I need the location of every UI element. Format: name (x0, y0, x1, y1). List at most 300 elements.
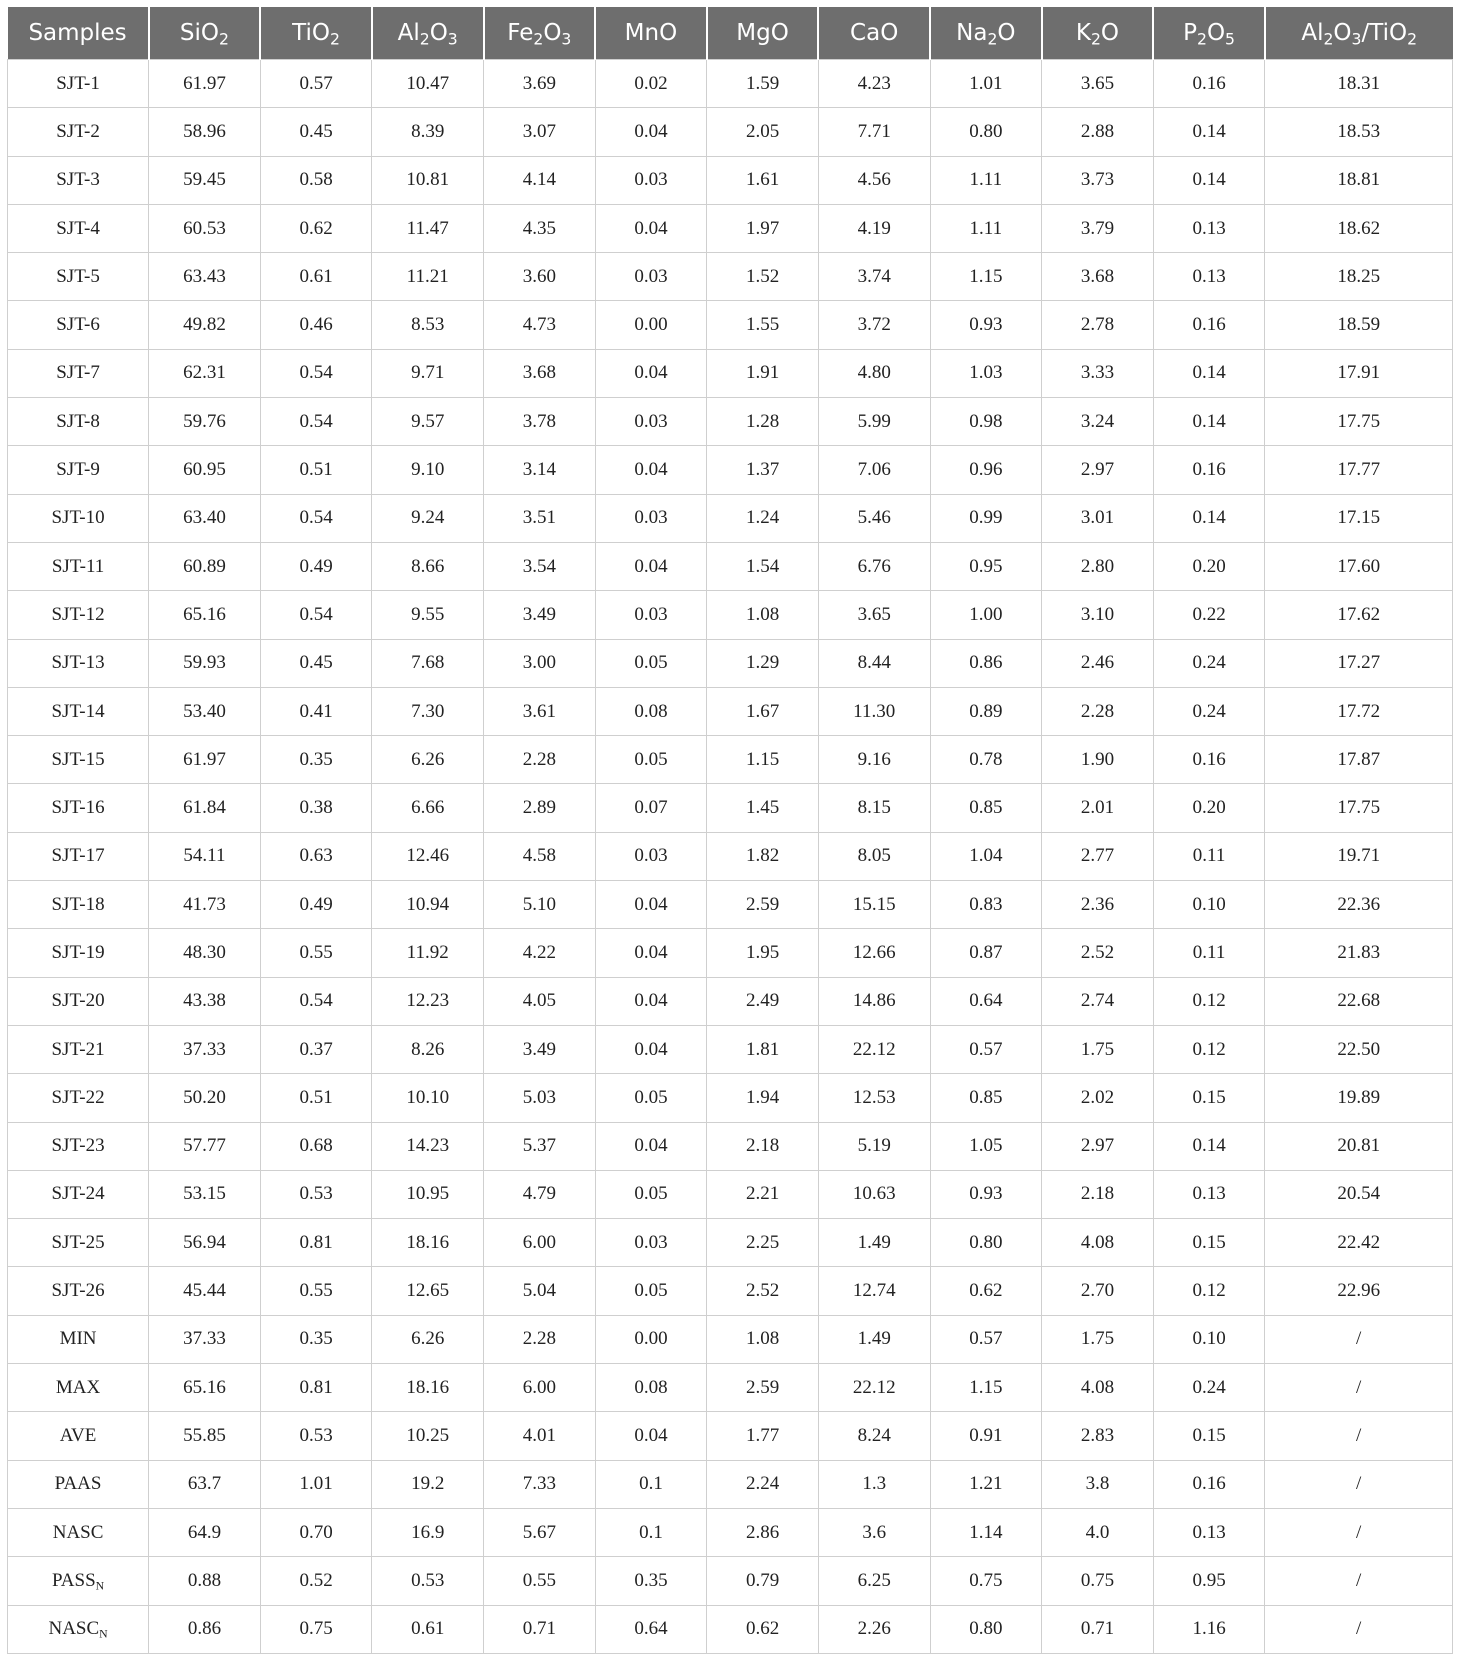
value-cell: 3.79 (1042, 204, 1154, 252)
value-cell: 17.75 (1265, 398, 1453, 446)
value-cell: 0.12 (1153, 977, 1265, 1025)
value-cell: 1.11 (930, 156, 1042, 204)
value-cell: 0.24 (1153, 639, 1265, 687)
value-cell: 15.15 (818, 881, 930, 929)
value-cell: 4.80 (818, 349, 930, 397)
value-cell: 2.18 (707, 1122, 819, 1170)
value-cell: 0.20 (1153, 542, 1265, 590)
value-cell: 0.14 (1153, 494, 1265, 542)
value-cell: 60.95 (149, 446, 261, 494)
value-cell: 0.13 (1153, 1170, 1265, 1218)
value-cell: 0.96 (930, 446, 1042, 494)
value-cell: 20.54 (1265, 1170, 1453, 1218)
value-cell: 19.71 (1265, 832, 1453, 880)
value-cell: 16.9 (372, 1508, 484, 1556)
value-cell: 1.04 (930, 832, 1042, 880)
table-row (8, 736, 1453, 784)
value-cell: 10.63 (818, 1170, 930, 1218)
value-cell: 0.03 (595, 398, 707, 446)
value-cell: 0.57 (930, 1315, 1042, 1363)
value-cell: 17.60 (1265, 542, 1453, 590)
value-cell: 1.15 (930, 1364, 1042, 1412)
value-cell: 1.15 (707, 736, 819, 784)
value-cell: 1.52 (707, 253, 819, 301)
value-cell: 0.14 (1153, 349, 1265, 397)
value-cell: 0.71 (484, 1605, 596, 1653)
value-cell: 0.61 (372, 1605, 484, 1653)
value-cell: 11.47 (372, 204, 484, 252)
value-cell: 3.61 (484, 687, 596, 735)
value-cell: 8.53 (372, 301, 484, 349)
value-cell: 0.61 (260, 253, 372, 301)
column-header: MgO (707, 7, 819, 60)
value-cell: 11.92 (372, 929, 484, 977)
value-cell: 11.30 (818, 687, 930, 735)
value-cell: 9.71 (372, 349, 484, 397)
value-cell: 5.03 (484, 1074, 596, 1122)
value-cell: 22.96 (1265, 1267, 1453, 1315)
value-cell: 0.51 (260, 446, 372, 494)
table-row (8, 881, 1453, 929)
value-cell: 10.94 (372, 881, 484, 929)
value-cell: 3.65 (818, 591, 930, 639)
oxide-composition-table (7, 7, 1453, 1654)
value-cell: 1.54 (707, 542, 819, 590)
value-cell: 12.53 (818, 1074, 930, 1122)
value-cell: 20.81 (1265, 1122, 1453, 1170)
value-cell: 59.93 (149, 639, 261, 687)
value-cell: 3.65 (1042, 60, 1154, 108)
sample-cell: PAAS (8, 1460, 149, 1508)
sample-cell: SJT-21 (8, 1025, 149, 1073)
value-cell: 3.14 (484, 446, 596, 494)
value-cell: 0.62 (930, 1267, 1042, 1315)
value-cell: / (1265, 1508, 1453, 1556)
value-cell: 18.53 (1265, 108, 1453, 156)
value-cell: 2.49 (707, 977, 819, 1025)
value-cell: 1.01 (930, 60, 1042, 108)
value-cell: / (1265, 1364, 1453, 1412)
value-cell: 22.42 (1265, 1219, 1453, 1267)
value-cell: 1.37 (707, 446, 819, 494)
value-cell: 4.35 (484, 204, 596, 252)
value-cell: 2.74 (1042, 977, 1154, 1025)
value-cell: 58.96 (149, 108, 261, 156)
value-cell: 8.15 (818, 784, 930, 832)
column-header: CaO (818, 7, 930, 60)
value-cell: 1.91 (707, 349, 819, 397)
value-cell: 2.18 (1042, 1170, 1154, 1218)
value-cell: 2.97 (1042, 446, 1154, 494)
value-cell: 1.95 (707, 929, 819, 977)
value-cell: 59.76 (149, 398, 261, 446)
value-cell: 4.19 (818, 204, 930, 252)
value-cell: 4.56 (818, 156, 930, 204)
value-cell: 2.02 (1042, 1074, 1154, 1122)
value-cell: 37.33 (149, 1315, 261, 1363)
value-cell: 18.16 (372, 1364, 484, 1412)
value-cell: / (1265, 1605, 1453, 1653)
value-cell: 0.12 (1153, 1025, 1265, 1073)
value-cell: 2.70 (1042, 1267, 1154, 1315)
value-cell: 2.25 (707, 1219, 819, 1267)
value-cell: 5.04 (484, 1267, 596, 1315)
value-cell: 12.46 (372, 832, 484, 880)
value-cell: 2.46 (1042, 639, 1154, 687)
value-cell: 3.07 (484, 108, 596, 156)
value-cell: 1.94 (707, 1074, 819, 1122)
value-cell: 2.28 (484, 736, 596, 784)
table-row (8, 494, 1453, 542)
value-cell: 3.10 (1042, 591, 1154, 639)
value-cell: 8.24 (818, 1412, 930, 1460)
value-cell: 0.04 (595, 204, 707, 252)
value-cell: 0.53 (260, 1170, 372, 1218)
value-cell: 5.37 (484, 1122, 596, 1170)
value-cell: 22.50 (1265, 1025, 1453, 1073)
value-cell: 64.9 (149, 1508, 261, 1556)
value-cell: 8.66 (372, 542, 484, 590)
table-row (8, 301, 1453, 349)
value-cell: 1.59 (707, 60, 819, 108)
value-cell: 0.58 (260, 156, 372, 204)
table-row (8, 542, 1453, 590)
value-cell: 62.31 (149, 349, 261, 397)
value-cell: 53.15 (149, 1170, 261, 1218)
value-cell: 17.87 (1265, 736, 1453, 784)
value-cell: 4.08 (1042, 1219, 1154, 1267)
value-cell: 56.94 (149, 1219, 261, 1267)
column-header: $P_2O_5$ (1153, 7, 1265, 60)
sample-cell: SJT-3 (8, 156, 149, 204)
value-cell: 12.74 (818, 1267, 930, 1315)
value-cell: 1.15 (930, 253, 1042, 301)
value-cell: 0.95 (1153, 1557, 1265, 1605)
value-cell: 0.85 (930, 1074, 1042, 1122)
value-cell: 0.78 (930, 736, 1042, 784)
value-cell: 2.89 (484, 784, 596, 832)
value-cell: 0.03 (595, 832, 707, 880)
value-cell: 0.04 (595, 977, 707, 1025)
table-row (8, 832, 1453, 880)
value-cell: 4.22 (484, 929, 596, 977)
value-cell: 0.05 (595, 639, 707, 687)
value-cell: 0.03 (595, 494, 707, 542)
value-cell: 0.05 (595, 1074, 707, 1122)
value-cell: 18.62 (1265, 204, 1453, 252)
value-cell: / (1265, 1460, 1453, 1508)
value-cell: 1.05 (930, 1122, 1042, 1170)
column-header: TiO$_2$ (260, 7, 372, 60)
value-cell: 0.15 (1153, 1219, 1265, 1267)
value-cell: 1.08 (707, 591, 819, 639)
value-cell: 4.14 (484, 156, 596, 204)
value-cell: 1.61 (707, 156, 819, 204)
column-header: $Fe_2O_3$ (484, 7, 596, 60)
value-cell: 9.10 (372, 446, 484, 494)
value-cell: 1.29 (707, 639, 819, 687)
value-cell: 2.52 (707, 1267, 819, 1315)
value-cell: 18.81 (1265, 156, 1453, 204)
value-cell: 0.54 (260, 494, 372, 542)
value-cell: 0.15 (1153, 1074, 1265, 1122)
value-cell: 0.13 (1153, 253, 1265, 301)
value-cell: 1.03 (930, 349, 1042, 397)
value-cell: 0.04 (595, 542, 707, 590)
value-cell: 8.26 (372, 1025, 484, 1073)
value-cell: 10.81 (372, 156, 484, 204)
column-header: $Al_2O_3/TiO_2$ (1265, 7, 1453, 60)
value-cell: 2.86 (707, 1508, 819, 1556)
value-cell: 1.82 (707, 832, 819, 880)
value-cell: 1.77 (707, 1412, 819, 1460)
value-cell: 3.6 (818, 1508, 930, 1556)
sample-cell: SJT-10 (8, 494, 149, 542)
value-cell: 4.58 (484, 832, 596, 880)
value-cell: 3.72 (818, 301, 930, 349)
value-cell: 5.99 (818, 398, 930, 446)
value-cell: 0.54 (260, 349, 372, 397)
value-cell: 60.89 (149, 542, 261, 590)
value-cell: 6.26 (372, 736, 484, 784)
table-row (8, 929, 1453, 977)
value-cell: 0.57 (260, 60, 372, 108)
sample-cell: $NASC_N$ (8, 1605, 149, 1653)
value-cell: 2.83 (1042, 1412, 1154, 1460)
value-cell: 0.85 (930, 784, 1042, 832)
value-cell: 0.91 (930, 1412, 1042, 1460)
value-cell: 0.16 (1153, 736, 1265, 784)
value-cell: 0.04 (595, 1122, 707, 1170)
value-cell: 0.80 (930, 1605, 1042, 1653)
sample-cell: SJT-8 (8, 398, 149, 446)
value-cell: 0.64 (930, 977, 1042, 1025)
value-cell: 0.08 (595, 687, 707, 735)
sample-cell: SJT-11 (8, 542, 149, 590)
column-header: SiO$_2$ (149, 7, 261, 60)
sample-cell: SJT-12 (8, 591, 149, 639)
value-cell: 14.23 (372, 1122, 484, 1170)
table-row (8, 156, 1453, 204)
value-cell: 4.0 (1042, 1508, 1154, 1556)
value-cell: 22.12 (818, 1025, 930, 1073)
value-cell: 0.02 (595, 60, 707, 108)
header-row (8, 7, 1453, 60)
sample-cell: SJT-19 (8, 929, 149, 977)
value-cell: 0.68 (260, 1122, 372, 1170)
value-cell: 0.55 (260, 929, 372, 977)
value-cell: 0.99 (930, 494, 1042, 542)
value-cell: 0.93 (930, 1170, 1042, 1218)
value-cell: 2.21 (707, 1170, 819, 1218)
value-cell: 0.04 (595, 881, 707, 929)
value-cell: 0.04 (595, 108, 707, 156)
column-header: $Al_2O_3$ (372, 7, 484, 60)
sample-cell: SJT-13 (8, 639, 149, 687)
sample-cell: $PASS_N$ (8, 1557, 149, 1605)
table-row (8, 639, 1453, 687)
value-cell: 0.13 (1153, 204, 1265, 252)
value-cell: 1.49 (818, 1219, 930, 1267)
value-cell: 0.70 (260, 1508, 372, 1556)
value-cell: 8.44 (818, 639, 930, 687)
value-cell: 2.78 (1042, 301, 1154, 349)
table-row (8, 1412, 1453, 1460)
value-cell: 3.54 (484, 542, 596, 590)
table-row (8, 1364, 1453, 1412)
sample-cell: NASC (8, 1508, 149, 1556)
value-cell: 50.20 (149, 1074, 261, 1122)
value-cell: 0.63 (260, 832, 372, 880)
value-cell: 1.3 (818, 1460, 930, 1508)
value-cell: 5.46 (818, 494, 930, 542)
value-cell: 0.11 (1153, 929, 1265, 977)
value-cell: 21.83 (1265, 929, 1453, 977)
value-cell: 17.91 (1265, 349, 1453, 397)
value-cell: 18.31 (1265, 60, 1453, 108)
value-cell: 17.15 (1265, 494, 1453, 542)
value-cell: 0.10 (1153, 1315, 1265, 1363)
value-cell: 3.00 (484, 639, 596, 687)
value-cell: 0.04 (595, 1025, 707, 1073)
value-cell: 61.84 (149, 784, 261, 832)
value-cell: 0.54 (260, 398, 372, 446)
value-cell: / (1265, 1412, 1453, 1460)
value-cell: 4.23 (818, 60, 930, 108)
value-cell: 0.83 (930, 881, 1042, 929)
value-cell: 6.25 (818, 1557, 930, 1605)
table-row (8, 204, 1453, 252)
sample-cell: SJT-15 (8, 736, 149, 784)
value-cell: 1.55 (707, 301, 819, 349)
table-row (8, 1074, 1453, 1122)
value-cell: 3.68 (484, 349, 596, 397)
value-cell: 0.00 (595, 1315, 707, 1363)
value-cell: 6.76 (818, 542, 930, 590)
value-cell: 12.66 (818, 929, 930, 977)
value-cell: 4.79 (484, 1170, 596, 1218)
value-cell: 49.82 (149, 301, 261, 349)
value-cell: 18.16 (372, 1219, 484, 1267)
value-cell: 0.62 (260, 204, 372, 252)
value-cell: 1.81 (707, 1025, 819, 1073)
table-row (8, 1460, 1453, 1508)
table-row (8, 687, 1453, 735)
value-cell: 0.49 (260, 881, 372, 929)
value-cell: 61.97 (149, 60, 261, 108)
value-cell: 0.75 (930, 1557, 1042, 1605)
value-cell: 0.08 (595, 1364, 707, 1412)
sample-cell: SJT-16 (8, 784, 149, 832)
value-cell: 0.24 (1153, 687, 1265, 735)
value-cell: 0.87 (930, 929, 1042, 977)
value-cell: 18.25 (1265, 253, 1453, 301)
table-row (8, 60, 1453, 108)
value-cell: 9.24 (372, 494, 484, 542)
value-cell: 0.57 (930, 1025, 1042, 1073)
value-cell: 11.21 (372, 253, 484, 301)
value-cell: 5.19 (818, 1122, 930, 1170)
value-cell: 2.88 (1042, 108, 1154, 156)
value-cell: 0.03 (595, 1219, 707, 1267)
value-cell: 60.53 (149, 204, 261, 252)
value-cell: 63.40 (149, 494, 261, 542)
table-row (8, 591, 1453, 639)
sample-cell: SJT-1 (8, 60, 149, 108)
value-cell: 5.67 (484, 1508, 596, 1556)
value-cell: 10.47 (372, 60, 484, 108)
value-cell: 7.30 (372, 687, 484, 735)
table-row (8, 349, 1453, 397)
table-row (8, 108, 1453, 156)
table-row (8, 1219, 1453, 1267)
value-cell: 12.65 (372, 1267, 484, 1315)
value-cell: 0.49 (260, 542, 372, 590)
table-container (7, 7, 1453, 1654)
value-cell: 0.88 (149, 1557, 261, 1605)
value-cell: 0.53 (372, 1557, 484, 1605)
value-cell: 6.00 (484, 1364, 596, 1412)
value-cell: 2.77 (1042, 832, 1154, 880)
value-cell: 22.36 (1265, 881, 1453, 929)
table-row (8, 253, 1453, 301)
value-cell: 0.55 (484, 1557, 596, 1605)
value-cell: 1.90 (1042, 736, 1154, 784)
value-cell: 3.24 (1042, 398, 1154, 446)
value-cell: 0.53 (260, 1412, 372, 1460)
value-cell: 3.51 (484, 494, 596, 542)
value-cell: 4.05 (484, 977, 596, 1025)
value-cell: 0.14 (1153, 108, 1265, 156)
value-cell: 0.71 (1042, 1605, 1154, 1653)
value-cell: 0.14 (1153, 398, 1265, 446)
value-cell: 0.03 (595, 591, 707, 639)
column-header: $Na_2O$ (930, 7, 1042, 60)
value-cell: 9.16 (818, 736, 930, 784)
value-cell: 19.89 (1265, 1074, 1453, 1122)
value-cell: 2.28 (484, 1315, 596, 1363)
value-cell: 0.62 (707, 1605, 819, 1653)
value-cell: 6.66 (372, 784, 484, 832)
value-cell: / (1265, 1315, 1453, 1363)
value-cell: 17.77 (1265, 446, 1453, 494)
value-cell: 0.1 (595, 1460, 707, 1508)
value-cell: 6.26 (372, 1315, 484, 1363)
value-cell: 4.73 (484, 301, 596, 349)
value-cell: 0.05 (595, 736, 707, 784)
value-cell: 0.51 (260, 1074, 372, 1122)
value-cell: 0.80 (930, 108, 1042, 156)
value-cell: 2.24 (707, 1460, 819, 1508)
sample-cell: SJT-14 (8, 687, 149, 735)
value-cell: 2.80 (1042, 542, 1154, 590)
value-cell: 0.89 (930, 687, 1042, 735)
value-cell: 2.26 (818, 1605, 930, 1653)
table-row (8, 1122, 1453, 1170)
value-cell: 10.95 (372, 1170, 484, 1218)
value-cell: 1.28 (707, 398, 819, 446)
value-cell: 18.59 (1265, 301, 1453, 349)
value-cell: 0.04 (595, 349, 707, 397)
sample-cell: SJT-24 (8, 1170, 149, 1218)
value-cell: 22.68 (1265, 977, 1453, 1025)
value-cell: 63.43 (149, 253, 261, 301)
value-cell: 2.05 (707, 108, 819, 156)
value-cell: 0.14 (1153, 156, 1265, 204)
value-cell: 0.98 (930, 398, 1042, 446)
value-cell: 0.16 (1153, 446, 1265, 494)
value-cell: 0.95 (930, 542, 1042, 590)
